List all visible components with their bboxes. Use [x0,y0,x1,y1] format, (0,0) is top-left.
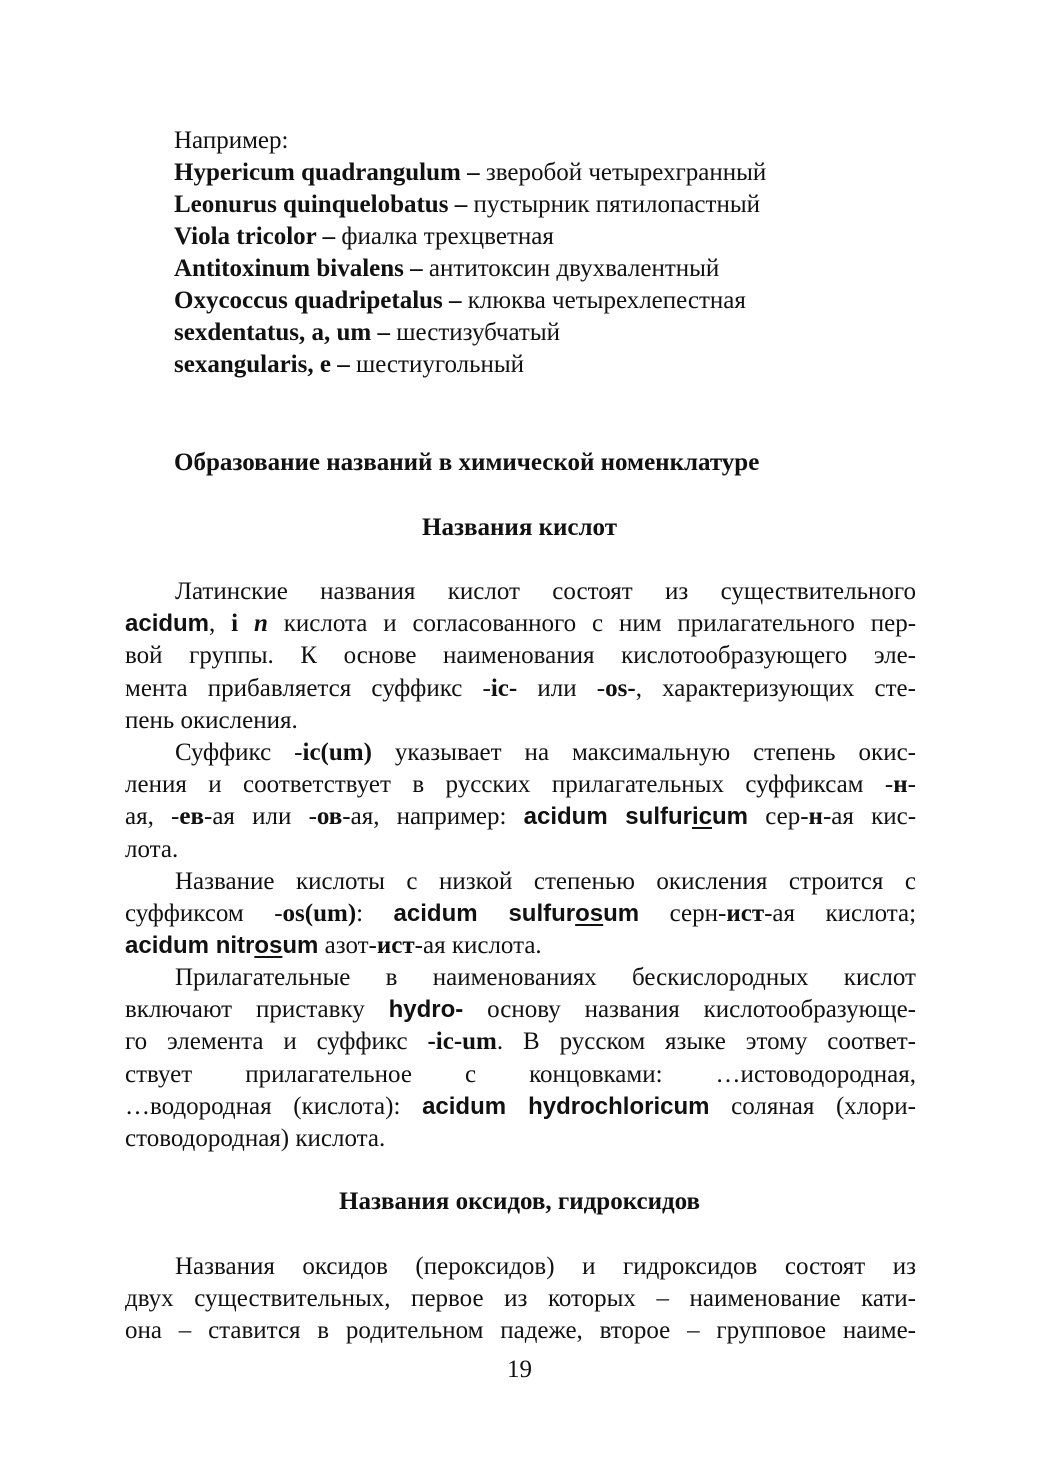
text-line: мента прибавляется суффикс -ic- или -os-, характеризующих сте- [125,674,916,702]
paragraph-oxides [125,1251,916,1348]
russian-translation: зверобой четырехгранный [485,159,767,186]
examples-intro: Например: [174,127,289,154]
text-line: двух существительных, первое из которых – наименование кати- [125,1285,916,1313]
latin-term: sexdentatus, a, um [174,319,372,346]
example-item [174,189,766,221]
latin-term: Leonurus quinquelobatus [174,191,449,218]
example-item [174,253,766,285]
russian-translation: шестизубчатый [396,319,561,346]
dash: – [371,319,397,346]
text-line: стоводородная) кислота. [125,1124,386,1152]
text-line: включают приставку hydro- основу названия кислотообразующе- [125,996,916,1024]
example-item [174,221,766,253]
latin-term: Viola tricolor – [174,223,336,250]
russian-translation: пустырник пятилопастный [473,191,760,218]
text-line: лота. [125,835,179,863]
text-line: acidum nitrosum азот-ист-ая кислота. [125,932,542,960]
latin-term: Antitoxinum bivalens [174,255,404,282]
latin-term: sexangularis, e [174,351,331,378]
text-line: суффиксом -os(um): acidum sulfurosum серн-ист-ая кислота; [125,900,917,928]
paragraph-hydro-acids [125,962,916,1155]
section-heading: Образование названий в химической номенклатуре [174,449,760,476]
text-line: она – ставится в родительном падеже, второе – групповое наиме- [125,1317,916,1345]
text-line: acidum, i n кислота и согласованного с ним прилагательного пер- [125,610,917,638]
latin-term: Oxycoccus quadripetalus [174,287,443,314]
page-number: 19 [507,1356,532,1383]
text-line: ая, -ев-ая или -ов-ая, например: acidum sulfuricum сер-н-ая кис- [125,803,917,831]
russian-translation: антитоксин двухвалентный [428,255,720,282]
example-item [174,157,766,189]
examples-list [174,125,766,381]
paragraph-suffix-os [125,866,916,963]
text-line: Название кислоты с низкой степенью окисления строится с [175,868,916,895]
oxides-heading: Названия оксидов, гидроксидов [339,1188,700,1215]
text-line: Суффикс -ic(um) указывает на максимальную степень окис- [175,739,916,766]
russian-translation: шестиугольный [355,351,525,378]
text-line: Названия оксидов (пероксидов) и гидроксидов состоят из [175,1253,916,1280]
russian-translation: клюква четырехлепестная [467,287,746,314]
dash: – [448,191,474,218]
text-line: …водородная (кислота): acidum hydrochloricum соляная (хлори- [125,1092,916,1120]
paragraph-suffix-ic [125,737,916,866]
dash: – [460,159,486,186]
dash: – [330,351,356,378]
text-line: го элемента и суффикс -ic-um. В русском языке этому соответ- [125,1028,916,1056]
dash: – [442,287,468,314]
latin-term: Hypericum quadrangulum [174,159,461,186]
example-item [174,349,766,381]
russian-translation: фиалка трехцветная [341,223,554,250]
text-line: вой группы. К основе наименования кислотообразующего эле- [125,642,916,670]
text-line: ствует прилагательное с концовками: …истоводородная, [125,1060,916,1088]
paragraph-acids-intro [125,576,916,737]
text-line: Латинские названия кислот состоят из существительного [175,578,916,605]
dash: – [403,255,429,282]
example-item [174,285,766,317]
text-line: ления и соответствует в русских прилагательных суффиксам -н- [125,771,916,799]
text-line: пень окисления. [125,706,298,734]
example-item [174,317,766,349]
text-line: Прилагательные в наименованиях бескислородных кислот [175,964,916,991]
acids-heading: Названия кислот [422,514,617,541]
